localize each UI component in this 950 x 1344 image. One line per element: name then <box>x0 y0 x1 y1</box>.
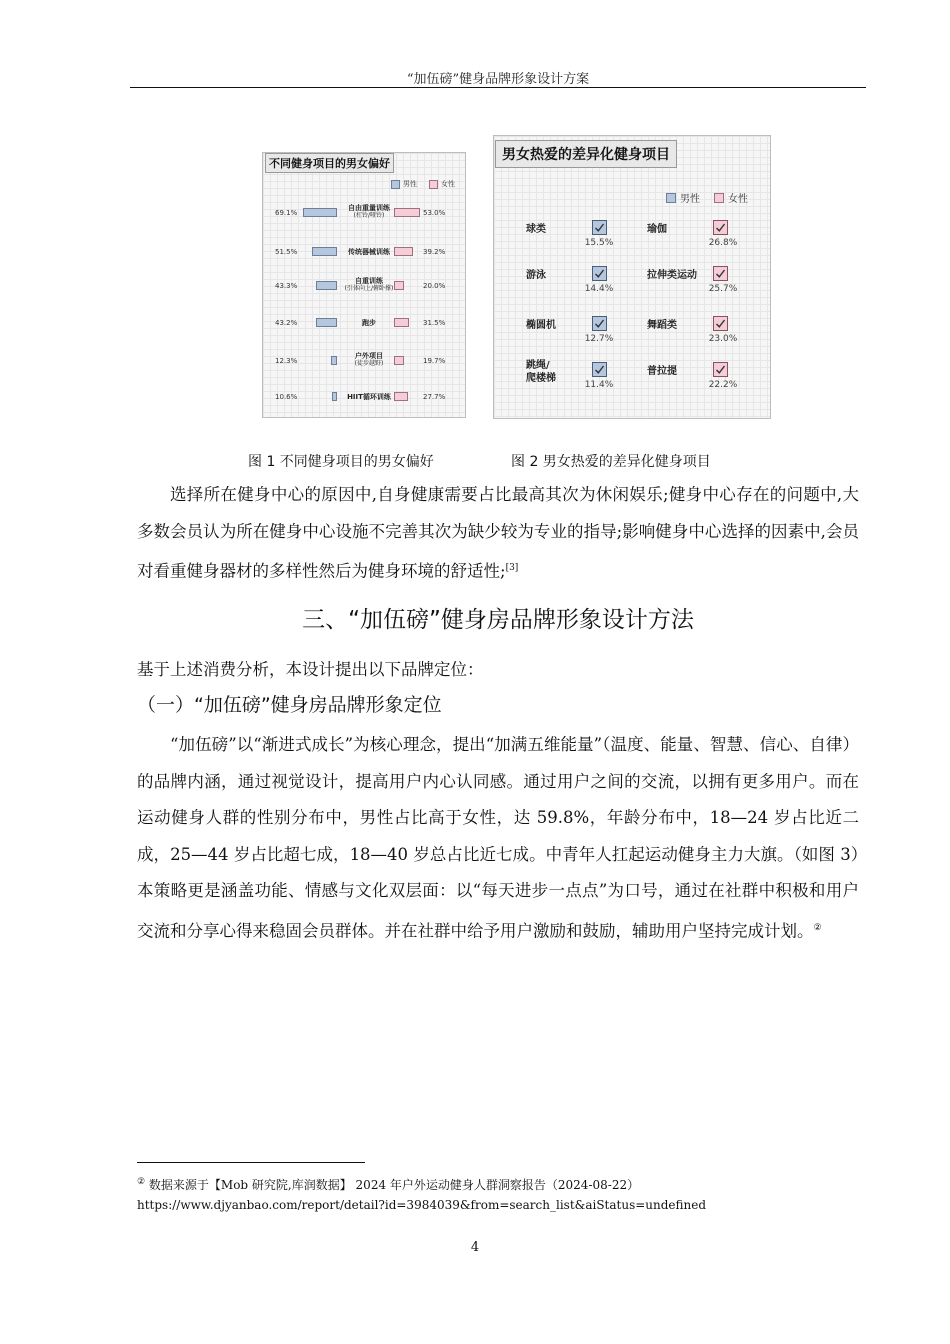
section-heading: 三、“加伍磅”健身房品牌形象设计方法 <box>302 607 694 633</box>
male-item-percent: 12.7% <box>584 334 614 344</box>
legend-female-swatch <box>714 193 724 203</box>
male-item-label: 跳绳/ 爬楼梯 <box>526 360 556 384</box>
male-bar <box>303 208 337 217</box>
female-value-label: 20.0% <box>423 282 446 290</box>
figure-2-caption: 图 2 男女热爱的差异化健身项目 <box>511 454 711 470</box>
male-bar <box>316 281 337 290</box>
legend-male-swatch <box>666 193 676 203</box>
female-item-label: 舞蹈类 <box>647 320 677 331</box>
female-value-label: 31.5% <box>423 319 446 327</box>
female-item-percent: 22.2% <box>708 380 738 390</box>
male-checkbox-icon <box>592 362 607 377</box>
male-bar <box>332 392 337 401</box>
figure-2-legend <box>666 190 748 205</box>
paragraph-1-text: 选择所在健身中心的原因中,自身健康需要占比最高其次为休闲娱乐;健身中心存在的问题中,大多数会员认为所在健身中心设施不完善其次为缺少较为专业的指导;影响健身中心选择的因素中,会员对看重健身器材的多样性然后为健身环境的舒适性; <box>137 485 859 581</box>
category-label <box>339 204 399 220</box>
male-value-label: 43.2% <box>275 319 298 327</box>
female-checkbox-icon <box>713 316 728 331</box>
category-subtitle: (引体向上/俯卧撑) <box>344 285 394 292</box>
male-item-label: 椭圆机 <box>526 320 556 331</box>
page-number: 4 <box>470 1240 480 1255</box>
female-bar <box>394 208 420 217</box>
legend-female-label: 女性 <box>441 180 455 188</box>
female-value-label: 39.2% <box>423 248 446 256</box>
footnote-mark: ② <box>137 1177 146 1187</box>
citation-3: [3] <box>505 563 519 573</box>
category-label <box>339 277 399 293</box>
check-icon <box>715 268 726 279</box>
check-icon <box>594 364 605 375</box>
category-label <box>339 352 399 368</box>
paragraph-1 <box>137 477 859 590</box>
check-icon <box>594 222 605 233</box>
female-item-percent: 23.0% <box>708 334 738 344</box>
check-icon <box>715 318 726 329</box>
female-value-label: 19.7% <box>423 357 446 365</box>
female-value-label: 27.7% <box>423 393 446 401</box>
figure-1-title: 不同健身项目的男女偏好 <box>265 153 394 173</box>
male-item-label: 游泳 <box>526 270 546 281</box>
footnote-ref: ② <box>813 922 822 933</box>
male-item-percent: 11.4% <box>584 380 614 390</box>
female-item-percent: 25.7% <box>708 284 738 294</box>
running-header: “加伍磅”健身品牌形象设计方案 <box>406 72 590 87</box>
male-checkbox-icon <box>592 220 607 235</box>
male-item-label: 球类 <box>526 224 546 235</box>
check-icon <box>594 318 605 329</box>
male-value-label: 69.1% <box>275 209 298 217</box>
category-label <box>339 319 399 327</box>
category-label <box>339 393 399 401</box>
female-item-label: 拉伸类运动 <box>647 270 697 281</box>
footnote-rule <box>137 1162 365 1163</box>
male-item-percent: 14.4% <box>584 284 614 294</box>
female-value-label: 53.0% <box>423 209 446 217</box>
header-rule <box>130 87 866 88</box>
male-item-percent: 15.5% <box>584 238 614 248</box>
category-subtitle: (徒步越野) <box>354 360 384 367</box>
paragraph-2 <box>137 727 859 950</box>
legend-male-label: 男性 <box>680 194 700 205</box>
female-bar <box>394 247 413 256</box>
category-name: 自由重量训练 <box>348 204 390 212</box>
category-subtitle: (杠铃/哑铃) <box>353 212 385 219</box>
male-value-label: 12.3% <box>275 357 298 365</box>
legend-female-swatch <box>429 180 438 189</box>
category-name: HIIT循环训练 <box>347 393 391 401</box>
female-bar <box>394 281 404 290</box>
check-icon <box>715 364 726 375</box>
check-icon <box>594 268 605 279</box>
paragraph-2-text: “加伍磅”以“渐进式成长”为核心理念，提出“加满五维能量”（温度、能量、智慧、信心、自律）的品牌内涵，通过视觉设计，提高用户内心认同感。通过用户之间的交流，以拥有更多用户。而在运动健身人群的性别分布中，男性占比高于女性，达 59.8%，年龄分布中，18—24 岁占比近二成，25—44 岁占比超七成，18—40 岁总占比近七成。中青年人扛起运动健身主力大旗。（如图 3）本策略更是涵盖功能、情感与文化双层面：以“每天进步一点点”为口号，通过在社群中积极和用户交流和分享心得来稳固会员群体。并在社群中给予用户激励和鼓励，辅助用户坚持完成计划。 <box>137 735 859 940</box>
footnote-text: 数据来源于【Mob 研究院,库润数据】 2024 年户外运动健身人群洞察报告（2024-08-22）https://www.djyanbao.com/report/detail?id=3984039&from=search_list&aiStatus=undefined <box>137 1178 707 1212</box>
female-checkbox-icon <box>713 220 728 235</box>
male-bar <box>316 318 337 327</box>
legend-female-label: 女性 <box>728 194 748 205</box>
category-label <box>339 248 399 256</box>
sub-heading: （一）“加伍磅”健身房品牌形象定位 <box>137 694 442 716</box>
female-bar <box>394 356 404 365</box>
female-item-percent: 26.8% <box>708 238 738 248</box>
legend-male-label: 男性 <box>403 180 417 188</box>
male-checkbox-icon <box>592 316 607 331</box>
figure-1-legend <box>391 179 455 189</box>
footnote <box>137 1172 859 1215</box>
legend-male-swatch <box>391 180 400 189</box>
female-bar <box>394 392 408 401</box>
male-value-label: 43.3% <box>275 282 298 290</box>
female-item-label: 瑜伽 <box>647 224 667 235</box>
male-bar <box>312 247 337 256</box>
category-name: 跑步 <box>362 319 376 327</box>
male-checkbox-icon <box>592 266 607 281</box>
category-name: 自重训练 <box>355 277 383 285</box>
female-checkbox-icon <box>713 362 728 377</box>
female-bar <box>394 318 409 327</box>
figure-2 <box>493 135 771 419</box>
female-checkbox-icon <box>713 266 728 281</box>
figure-2-title: 男女热爱的差异化健身项目 <box>495 140 677 168</box>
check-icon <box>715 222 726 233</box>
male-value-label: 51.5% <box>275 248 298 256</box>
figure-1-caption: 图 1 不同健身项目的男女偏好 <box>248 454 434 470</box>
category-name: 传统器械训练 <box>348 248 390 256</box>
intro-line <box>137 652 859 689</box>
female-item-label: 普拉提 <box>647 366 677 377</box>
category-name: 户外项目 <box>355 352 383 360</box>
intro-text: 基于上述消费分析，本设计提出以下品牌定位： <box>137 660 484 679</box>
male-value-label: 10.6% <box>275 393 298 401</box>
figure-1 <box>262 152 466 418</box>
male-bar <box>331 356 337 365</box>
